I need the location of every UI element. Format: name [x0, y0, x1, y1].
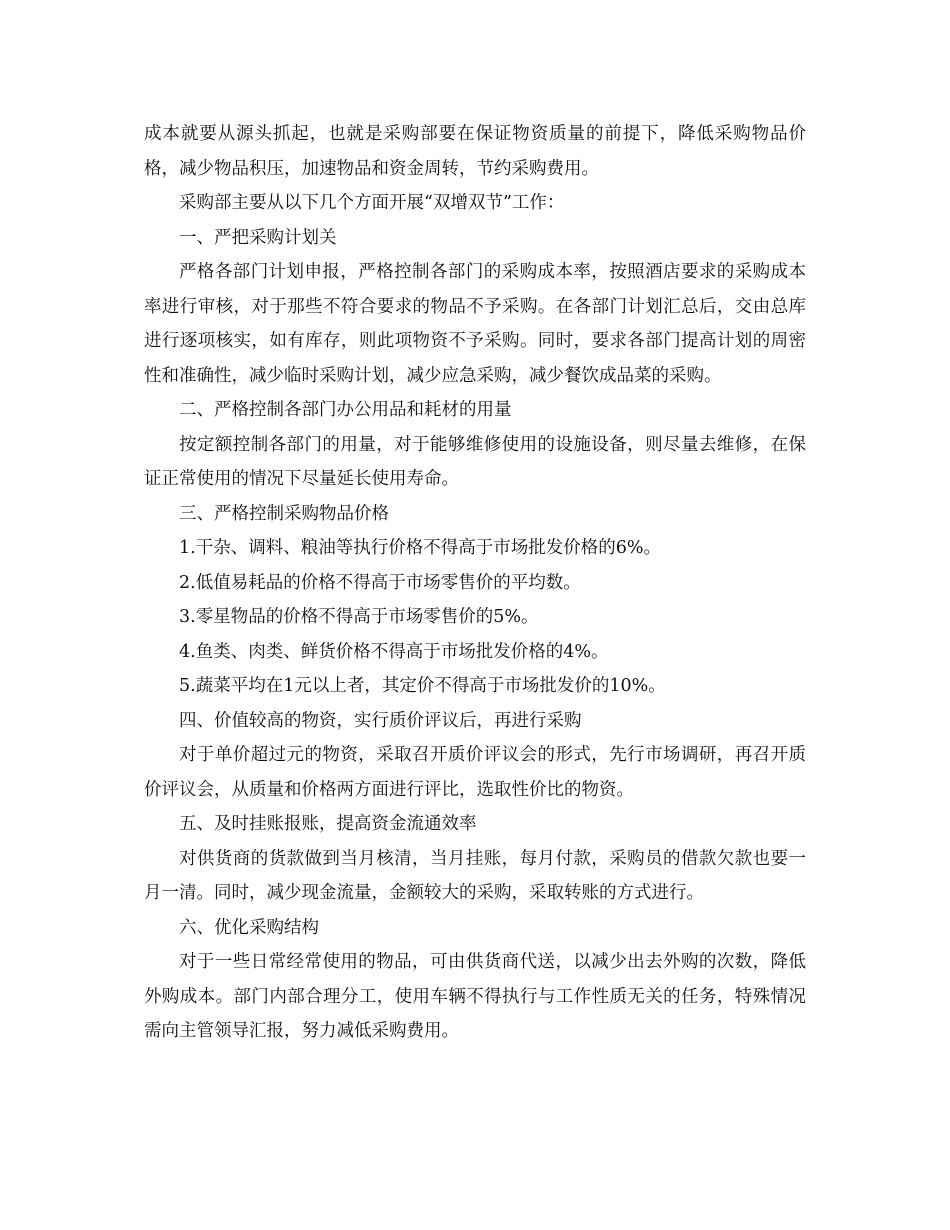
list-item-price-rule-1: 1.干杂、调料、粮油等执行价格不得高于市场批发价格的6%。: [179, 538, 661, 558]
paragraph-overview: 采购部主要从以下几个方面开展“双增双节”工作：: [179, 193, 565, 213]
section-heading-5: 五、及时挂账报账，提高资金流通效率: [179, 814, 477, 834]
paragraph-section-1: 严格各部门计划申报，严格控制各部门的采购成本率，按照酒店要求的采购成本率进行审核，对于那些不符合要求的物品不予采购。在各部门计划汇总后，交由总库进行逐项核实，如有库存，则此项物资不予采购。同时，要求各部门提高计划的周密性和准确性，减少临时采购计划，减少应急采购，减少餐饮成品菜的采购。: [144, 262, 806, 386]
section-heading-4: 四、价值较高的物资，实行质价评议后，再进行采购: [179, 710, 582, 731]
section-heading-3: 三、严格控制采购物品价格: [179, 503, 389, 524]
paragraph-section-6: 对于一些日常经常使用的物品，可由供货商代送，以减少出去外购的次数，降低外购成本。部门内部合理分工，使用车辆不得执行与工作性质无关的任务，特殊情况需向主管领导汇报，努力减低采购费用。: [144, 952, 806, 1041]
list-item-price-rule-4: 4.鱼类、肉类、鲜货价格不得高于市场批发价格的4%。: [179, 641, 609, 662]
list-item-price-rule-5: 5.蔬菜平均在1元以上者，其定价不得高于市场批发价的10%。: [179, 676, 666, 696]
section-heading-6: 六、优化采购结构: [179, 917, 319, 938]
paragraph-section-2: 按定额控制各部门的用量，对于能够维修使用的设施设备，则尽量去维修，在保证正常使用的情况下尽量延长使用寿命。: [144, 434, 806, 489]
list-item-price-rule-3: 3.零星物品的价格不得高于市场零售价的5%。: [179, 607, 539, 627]
list-item-price-rule-2: 2.低值易耗品的价格不得高于市场零售价的平均数。: [179, 572, 581, 593]
section-heading-2: 二、严格控制各部门办公用品和耗材的用量: [179, 400, 512, 420]
paragraph-section-5: 对供货商的货款做到当月核清，当月挂账，每月付款，采购员的借款欠款也要一月一清。同时，减少现金流量，金额较大的采购，采取转账的方式进行。: [144, 848, 806, 903]
paragraph-section-4: 对于单价超过元的物资，采取召开质价评议会的形式，先行市场调研，再召开质价评议会，从质量和价格两方面进行评比，选取性价比的物资。: [144, 745, 806, 800]
document-body: [144, 117, 806, 1049]
paragraph-continued-intro: 成本就要从源头抓起，也就是采购部要在保证物资质量的前提下，降低采购物品价格，减少物品积压，加速物品和资金周转，节约采购费用。: [144, 124, 806, 179]
section-heading-1: 一、严把采购计划关: [179, 227, 337, 248]
